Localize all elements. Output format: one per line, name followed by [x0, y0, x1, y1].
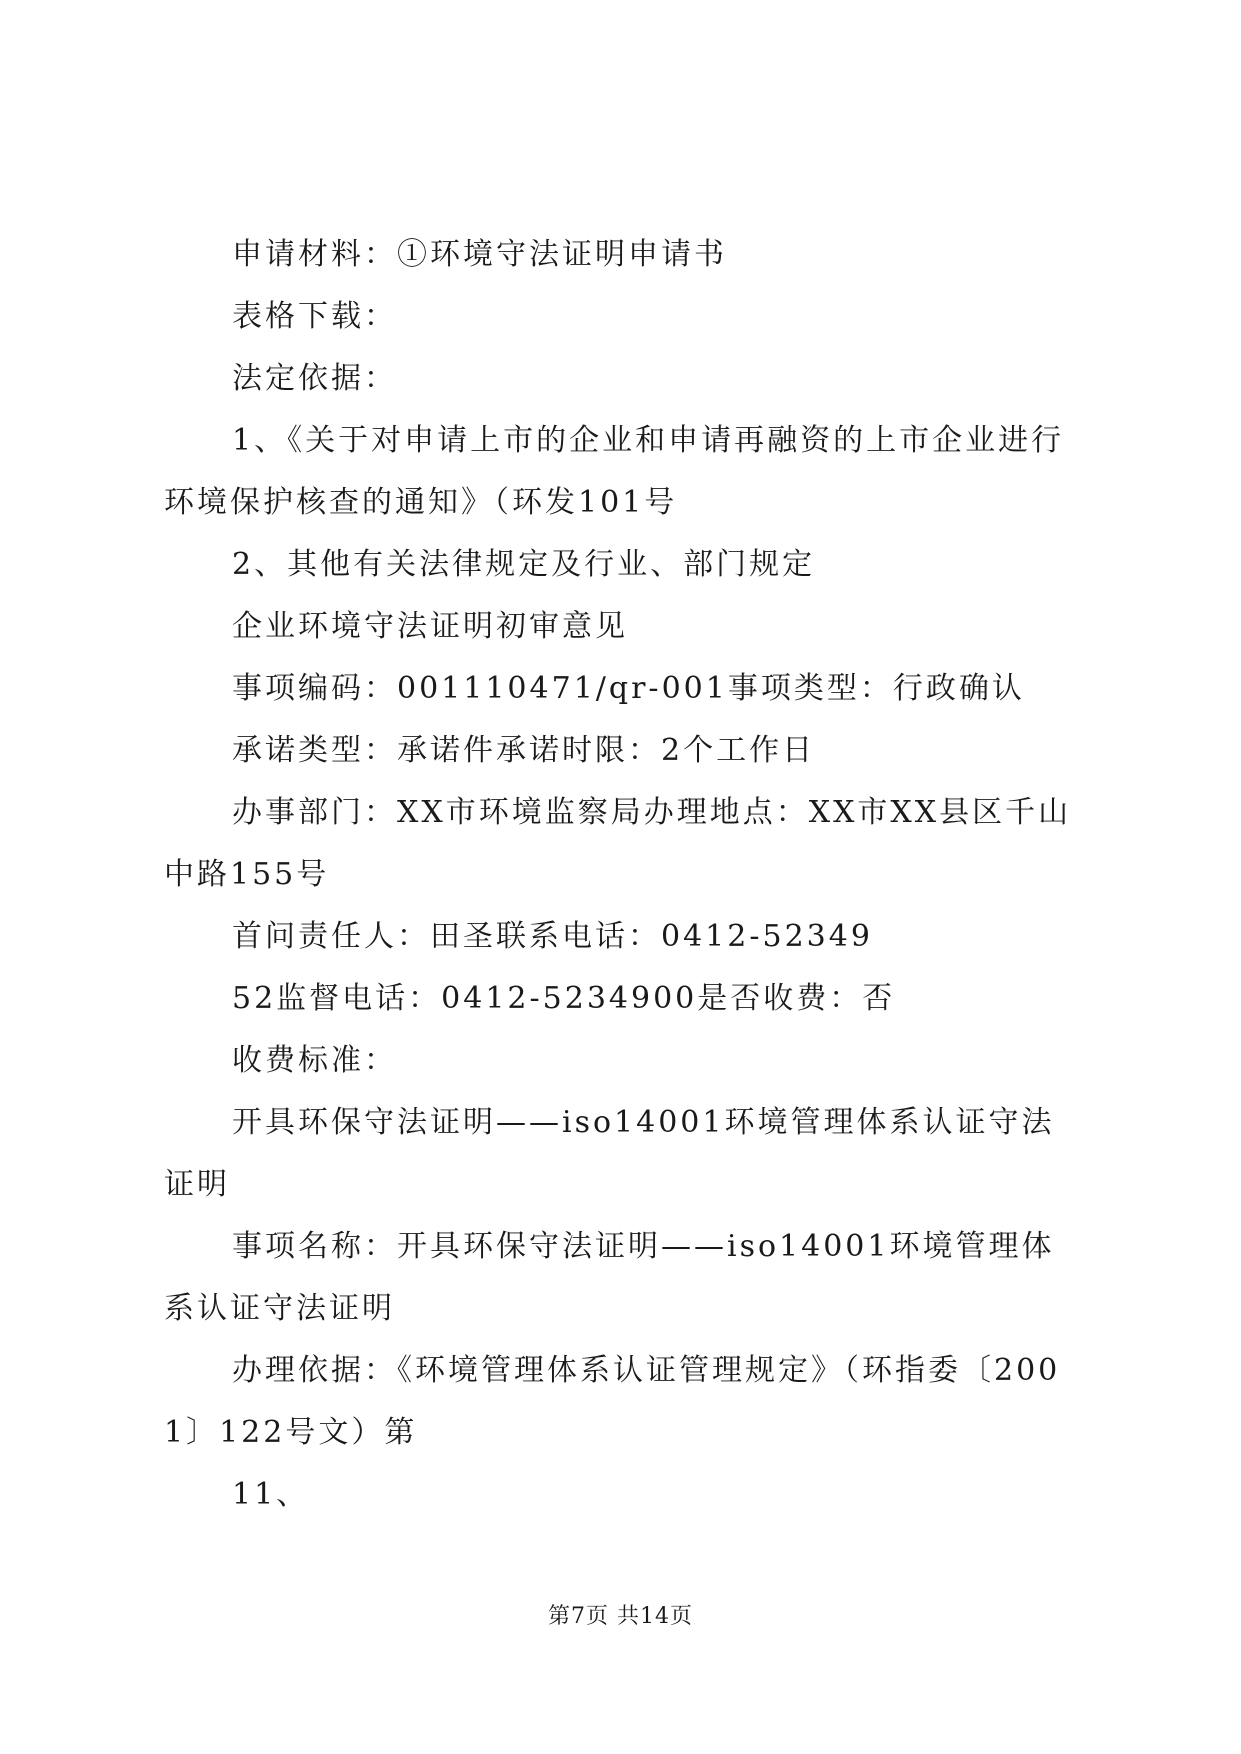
paragraph-legal-basis: 法定依据：: [232, 361, 397, 396]
paragraph-item-name: 事项名称：开具环保守法证明——iso14001环境管理体系认证守法证明: [164, 1229, 1055, 1326]
document-body: [164, 224, 1082, 1526]
paragraph-commitment-type: 承诺类型：承诺件承诺时限：2个工作日: [232, 733, 816, 768]
paragraph-item-11: 11、: [232, 1477, 310, 1512]
paragraph-iso-certificate: 开具环保守法证明——iso14001环境管理体系认证守法证明: [164, 1105, 1055, 1202]
paragraph-department: 办事部门：XX市环境监察局办理地点：XX市XX县区千山中路155号: [164, 795, 1072, 892]
paragraph-handling-basis: 办理依据：《环境管理体系认证管理规定》（环指委〔2001〕122号文）第: [164, 1353, 1061, 1450]
paragraph-responsible-person: 首问责任人：田圣联系电话：0412-52349: [232, 919, 873, 954]
paragraph-supervision-phone: 52监督电话：0412-5234900是否收费：否: [232, 981, 896, 1016]
paragraph-item-code: 事项编码：001110471/qr-001事项类型：行政确认: [232, 671, 1025, 706]
page-number-footer: 第7页 共14页: [548, 1604, 693, 1629]
paragraph-section-title: 企业环境守法证明初审意见: [232, 609, 628, 644]
paragraph-form-download: 表格下载：: [232, 299, 397, 334]
paragraph-legal-basis-item-1: 1、《关于对申请上市的企业和申请再融资的上市企业进行环境保护核查的通知》（环发101号: [164, 423, 1065, 520]
paragraph-legal-basis-item-2: 2、其他有关法律规定及行业、部门规定: [232, 547, 816, 582]
paragraph-application-materials: 申请材料：①环境守法证明申请书: [232, 237, 727, 272]
paragraph-fee-standard: 收费标准：: [232, 1043, 397, 1078]
